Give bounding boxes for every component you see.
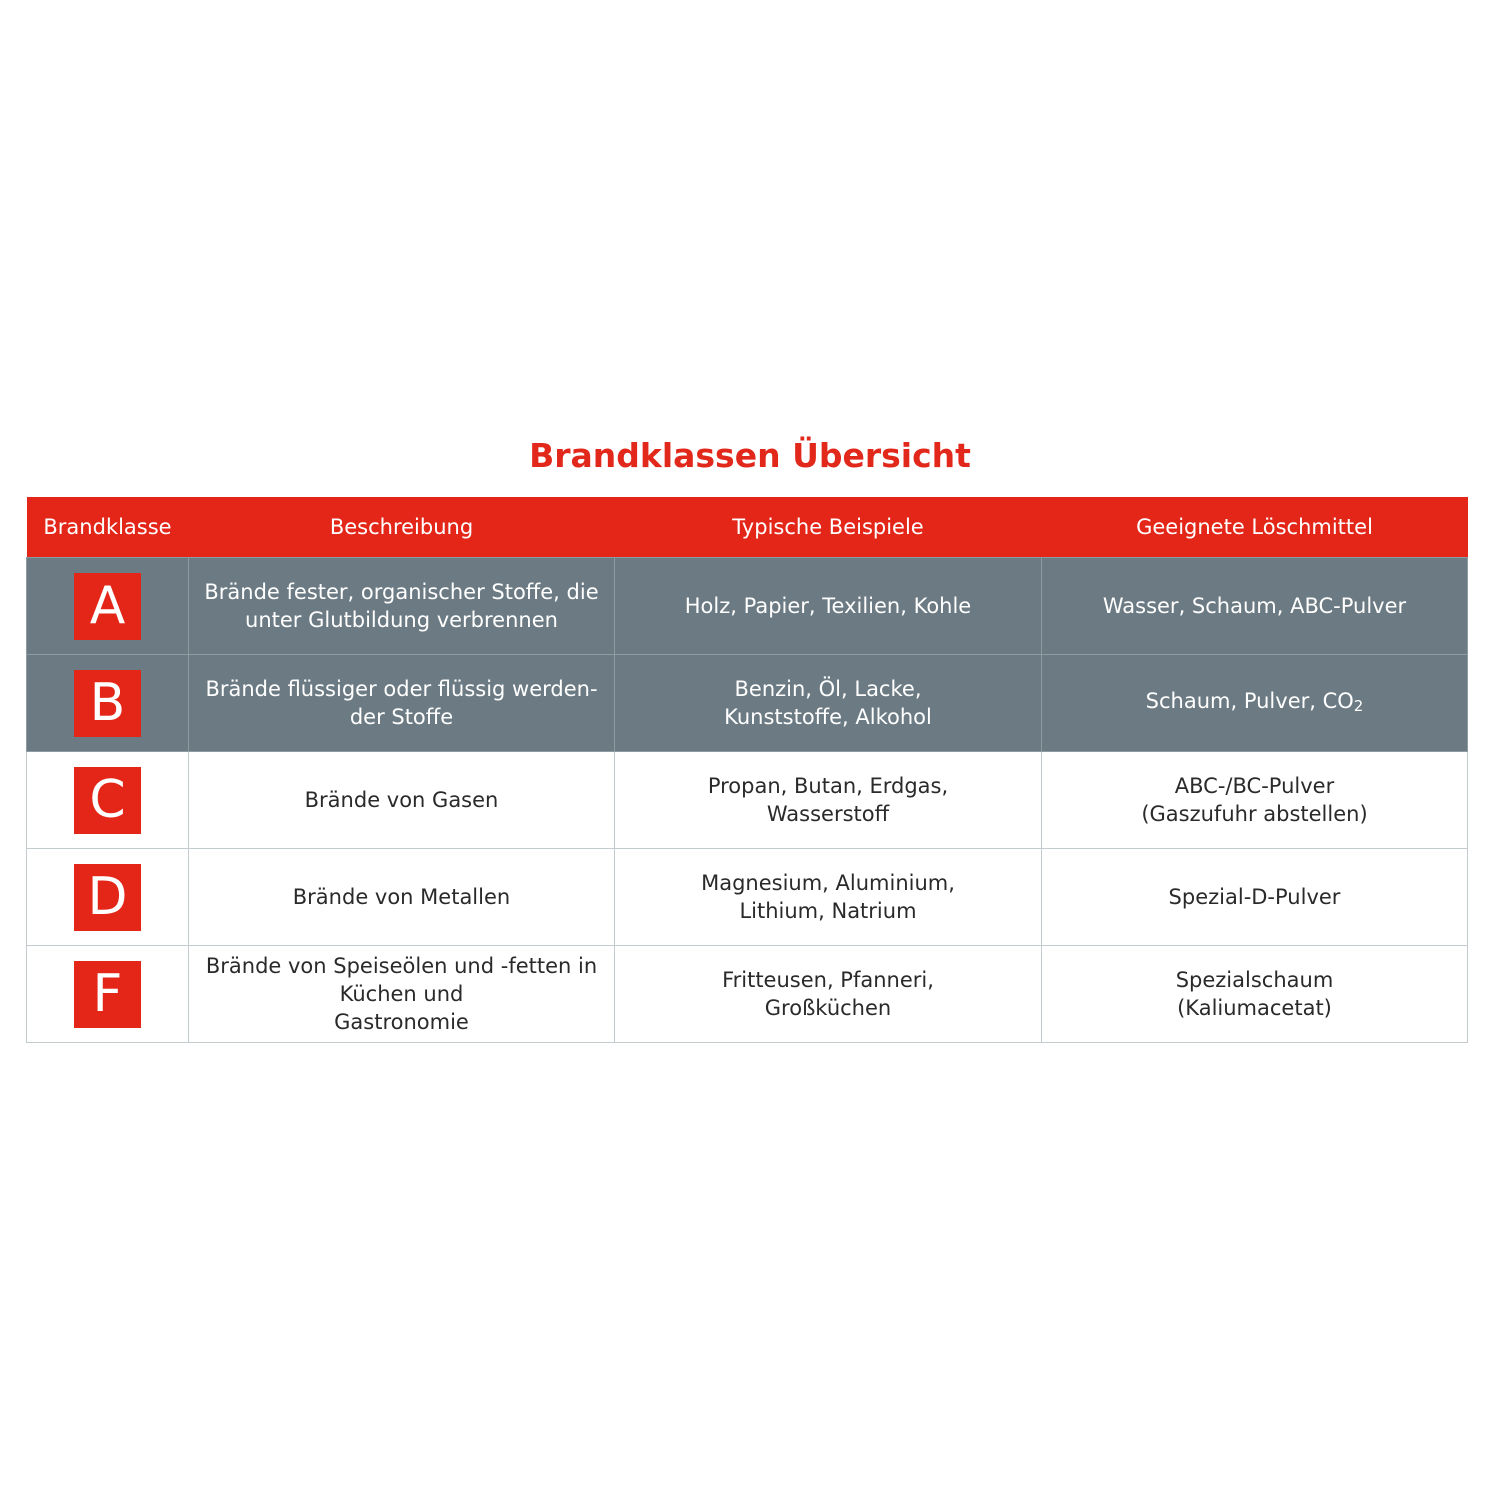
extinguisher-cell xyxy=(1042,558,1468,655)
description-line: Küchen und xyxy=(339,982,464,1006)
class-cell xyxy=(27,752,189,849)
class-cell xyxy=(27,558,189,655)
description-cell xyxy=(189,558,615,655)
class-badge-a: A xyxy=(74,573,141,640)
header-loeschmittel: Geeignete Löschmittel xyxy=(1042,497,1468,558)
table-row-d xyxy=(27,849,1468,946)
class-cell xyxy=(27,655,189,752)
header-brandklasse: Brandklasse xyxy=(27,497,189,558)
examples-line: Magnesium, Aluminium, xyxy=(701,871,955,895)
examples-line: Holz, Papier, Texilien, Kohle xyxy=(684,594,972,618)
class-cell xyxy=(27,849,189,946)
extinguisher-line: Spezialschaum xyxy=(1175,968,1334,992)
table-row-a xyxy=(27,558,1468,655)
page-title: Brandklassen Übersicht xyxy=(529,436,971,475)
description-cell xyxy=(189,752,615,849)
extinguisher-cell xyxy=(1042,946,1468,1043)
description-line: Brände von Gasen xyxy=(304,788,499,812)
examples-cell xyxy=(615,558,1042,655)
extinguisher-line: (Gaszufuhr abstellen) xyxy=(1141,802,1368,826)
examples-line: Großküchen xyxy=(764,996,892,1020)
header-beispiele: Typische Beispiele xyxy=(615,497,1042,558)
extinguisher-cell xyxy=(1042,752,1468,849)
description-cell xyxy=(189,946,615,1043)
extinguisher-line xyxy=(1052,687,1457,720)
description-line: Brände flüssiger oder flüssig werden- xyxy=(205,677,598,701)
description-line: Brände fester, organischer Stoffe, die xyxy=(204,580,599,604)
extinguisher-text: Schaum, Pulver, CO xyxy=(1145,688,1354,713)
extinguisher-line: ABC-/BC-Pulver xyxy=(1174,774,1335,798)
description-line: Brände von Metallen xyxy=(292,885,511,909)
extinguisher-cell xyxy=(1042,655,1468,752)
table-row-c xyxy=(27,752,1468,849)
class-badge-c: C xyxy=(74,767,141,834)
description-cell xyxy=(189,655,615,752)
extinguisher-line: Spezial-D-Pulver xyxy=(1168,885,1341,909)
description-line: Brände von Speiseölen und -fetten in xyxy=(205,954,598,978)
examples-line: Fritteusen, Pfanneri, xyxy=(722,968,934,992)
examples-cell xyxy=(615,752,1042,849)
examples-line: Propan, Butan, Erdgas, xyxy=(707,774,949,798)
extinguisher-line: Wasser, Schaum, ABC-Pulver xyxy=(1102,594,1407,618)
class-badge-f: F xyxy=(74,961,141,1028)
table-row-f xyxy=(27,946,1468,1043)
extinguisher-line: (Kaliumacetat) xyxy=(1177,996,1332,1020)
description-line: unter Glutbildung verbrennen xyxy=(245,608,558,632)
examples-line: Lithium, Natrium xyxy=(739,899,917,923)
fire-class-table xyxy=(26,497,1468,1043)
description-line: der Stoffe xyxy=(349,705,454,729)
header-beschreibung: Beschreibung xyxy=(189,497,615,558)
subscript-two: 2 xyxy=(1353,696,1364,715)
description-line: Gastronomie xyxy=(334,1010,469,1034)
table-row-b xyxy=(27,655,1468,752)
class-badge-b: B xyxy=(74,670,141,737)
examples-line: Benzin, Öl, Lacke, xyxy=(734,677,922,701)
class-cell xyxy=(27,946,189,1043)
description-cell xyxy=(189,849,615,946)
examples-line: Wasserstoff xyxy=(766,802,890,826)
examples-cell xyxy=(615,655,1042,752)
table-header-row xyxy=(27,497,1468,558)
examples-cell xyxy=(615,849,1042,946)
examples-line: Kunststoffe, Alkohol xyxy=(724,705,932,729)
examples-cell xyxy=(615,946,1042,1043)
extinguisher-cell xyxy=(1042,849,1468,946)
class-badge-d: D xyxy=(74,864,141,931)
